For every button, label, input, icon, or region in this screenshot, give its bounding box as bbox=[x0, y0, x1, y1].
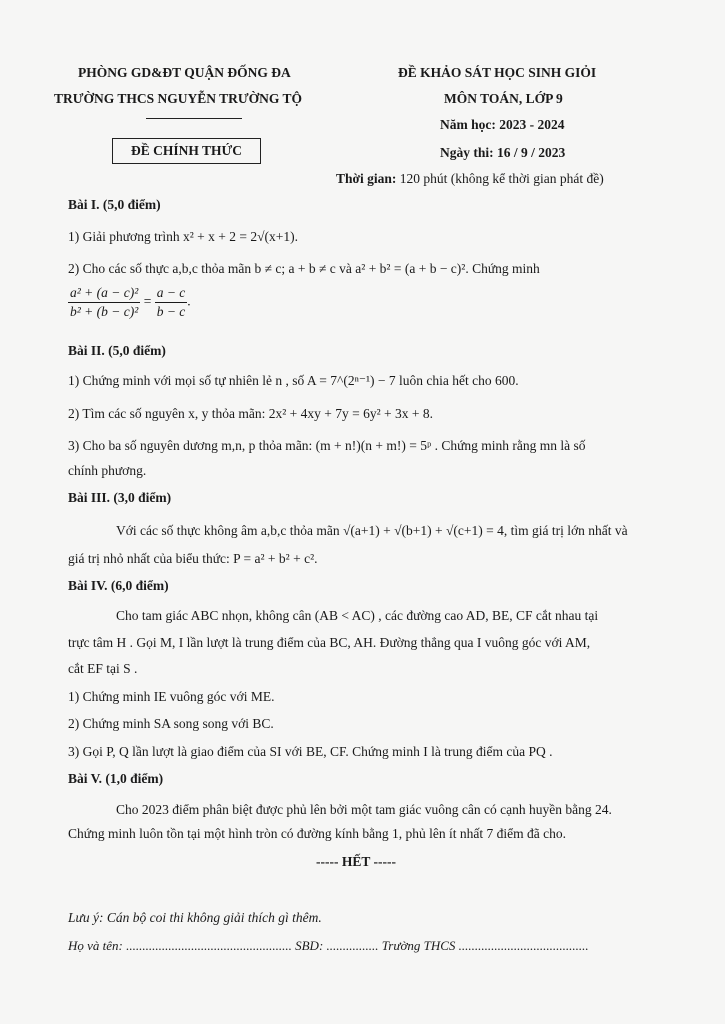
school-year: Năm học: 2023 - 2024 bbox=[440, 117, 565, 132]
candidate-fields: Họ và tên: ................................................... SBD: ................ Trường THCS ........................................ bbox=[68, 938, 589, 953]
s2-question-3: 3) Cho ba số nguyên dương m,n, p thỏa mãn: (m + n!)(n + m!) = 5ᵖ . Chứng minh rằng mn là số bbox=[68, 438, 586, 453]
header-department: PHÒNG GD&ĐT QUẬN ĐỐNG ĐA bbox=[78, 65, 291, 80]
s4-text-1: Cho tam giác ABC nhọn, không cân (AB < AC) , các đường cao AD, BE, CF cắt nhau tại bbox=[116, 608, 599, 623]
exam-duration: Thời gian: 120 phút (không kể thời gian phát đề) bbox=[336, 171, 604, 186]
s2-question-2: 2) Tìm các số nguyên x, y thỏa mãn: 2x² + 4xy + 7y = 6y² + 3x + 8. bbox=[68, 406, 433, 421]
s1-question-2: 2) Cho các số thực a,b,c thỏa mãn b ≠ c; a + b ≠ c và a² + b² = (a + b − c)². Chứng minh bbox=[68, 261, 540, 276]
s5-text-1: Cho 2023 điểm phân biệt được phủ lên bởi một tam giác vuông cân có cạnh huyền bằng 24. bbox=[116, 802, 612, 817]
header-school: TRƯỜNG THCS NGUYỄN TRƯỜNG TỘ bbox=[54, 91, 303, 106]
s4-text-2: trực tâm H . Gọi M, I lần lượt là trung điểm của BC, AH. Đường thẳng qua I vuông góc với AM, bbox=[68, 635, 591, 650]
section-3-title: Bài III. (3,0 điểm) bbox=[68, 490, 172, 505]
s3-text-2: giá trị nhỏ nhất của biểu thức: P = a² + b² + c². bbox=[68, 551, 318, 566]
section-1-title: Bài I. (5,0 điểm) bbox=[68, 197, 161, 212]
official-label: ĐỀ CHÍNH THỨC bbox=[112, 138, 261, 164]
s5-text-2: Chứng minh luôn tồn tại một hình tròn có đường kính bằng 1, phủ lên ít nhất 7 điểm đã cho. bbox=[68, 826, 566, 841]
header-underline bbox=[146, 118, 242, 119]
section-4-title: Bài IV. (6,0 điểm) bbox=[68, 578, 169, 593]
s2-question-3-cont: chính phương. bbox=[68, 463, 147, 478]
s4-question-3: 3) Gọi P, Q lần lượt là giao điểm của SI với BE, CF. Chứng minh I là trung điểm của PQ . bbox=[68, 744, 553, 759]
exam-subject: MÔN TOÁN, LỚP 9 bbox=[444, 91, 563, 106]
footer-note: Lưu ý: Cán bộ coi thi không giải thích gì thêm. bbox=[68, 910, 322, 925]
exam-date: Ngày thi: 16 / 9 / 2023 bbox=[440, 145, 566, 160]
s1-question-2-formula: $\frac{\text{a² + (a − c)²}}{\text{b² + (b − c)²}}$ = $\frac{a - c}{b - c}$ . bbox=[70, 285, 191, 319]
s2-question-1: 1) Chứng minh với mọi số tự nhiên lẻ n , số A = 7^(2ⁿ⁻¹) − 7 luôn chia hết cho 600. bbox=[68, 373, 519, 388]
s1-question-1: 1) Giải phương trình x² + x + 2 = 2√(x+1). bbox=[68, 229, 298, 244]
s4-question-2: 2) Chứng minh SA song song với BC. bbox=[68, 716, 274, 731]
s4-text-3: cắt EF tại S . bbox=[68, 661, 138, 676]
section-2-title: Bài II. (5,0 điểm) bbox=[68, 343, 166, 358]
s3-text-1: Với các số thực không âm a,b,c thỏa mãn √(a+1) + √(b+1) + √(c+1) = 4, tìm giá trị lớn nhất và bbox=[116, 523, 628, 538]
s4-question-1: 1) Chứng minh IE vuông góc với ME. bbox=[68, 689, 275, 704]
section-5-title: Bài V. (1,0 điểm) bbox=[68, 771, 164, 786]
exam-title: ĐỀ KHẢO SÁT HỌC SINH GIỎI bbox=[398, 65, 597, 80]
end-mark: ----- HẾT ----- bbox=[316, 854, 396, 869]
